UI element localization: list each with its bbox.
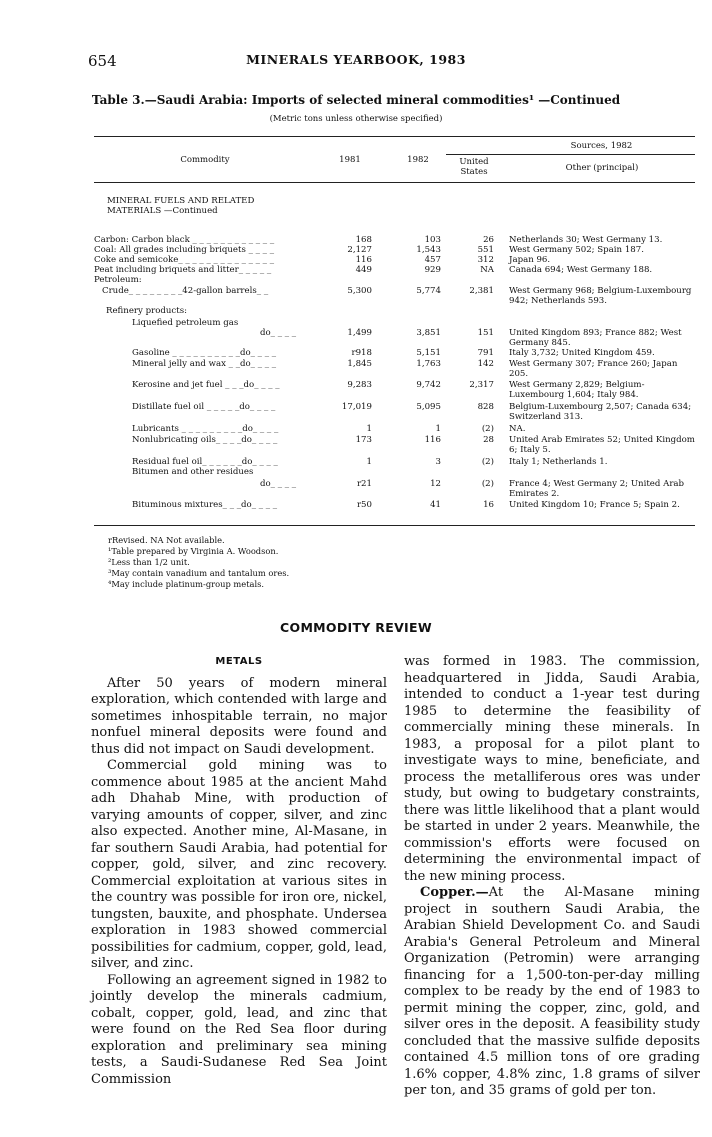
value-1981-cell: 173 [355, 435, 372, 445]
col-header-1981: 1981 [339, 155, 361, 165]
value-1981-cell: r50 [356, 500, 372, 510]
other-sources-cell: France 4; West Germany 2; United Arab Emirates 2. [509, 479, 685, 499]
col-header-sources: Sources, 1982 [570, 141, 633, 151]
footnote: ¹Table prepared by Virginia A. Woodson. [108, 546, 279, 556]
other-sources-cell: United Arab Emirates 52; United Kingdom 6; Italy 5. [509, 435, 695, 455]
value-1981-cell: r918 [351, 348, 372, 358]
other-sources-cell: Netherlands 30; West Germany 13. [509, 235, 663, 245]
value-1982-cell: 116 [424, 435, 441, 445]
right-column [404, 654, 700, 1100]
united-states-cell: 2,381 [469, 286, 494, 296]
footnote: rRevised. NA Not available. [108, 535, 225, 545]
commodity-cell: Coke and semicoke_ _ _ _ _ _ _ _ _ _ _ _ _ _ [94, 255, 275, 265]
paragraph: Commercial gold mining was to commence about 1985 at the ancient Mahd adh Dhahab Mine, with production of varying amounts of copper, silver, and zinc also expected. Another mine, Al-Masane, in far southern Saudi Arabia, had potential for copper, gold, silver, and zinc recovery. Commercial exploitation at various sites in the country was possible for iron ore, nickel, tungsten, bauxite, and phosphate. Undersea exploration in 1983 showed commercial possibilities for cadmium, copper, gold, lead, silver, and zinc. [91, 758, 387, 971]
value-1981-cell: 1,499 [347, 328, 372, 338]
united-states-cell: NA [480, 265, 494, 275]
united-states-cell: 151 [477, 328, 494, 338]
running-title: MINERALS YEARBOOK, 1983 [246, 52, 466, 67]
table-subtitle: (Metric tons unless otherwise specified) [269, 114, 443, 124]
commodity-cell: Refinery products: [106, 306, 187, 316]
copper-text: At the Al-Masane mining project in southern Saudi Arabia, the Arabian Shield Development Co. and Saudi Arabia's General Petroleum and Mineral Organization (Petromin) were arranging financing for a 1,500-ton-per-day milling complex to be ready by the end of 1983 to permit mining the copper, zinc, gold, and silver ores in the deposit. A feasibility study concluded that the massive sulfide deposits contained 4.5 million tons of ore grading 1.6% copper, 4.8% zinc, 1.8 grams of silver per ton, and 35 grams of gold per ton. [404, 885, 700, 1098]
col-header-1982: 1982 [407, 155, 429, 165]
section-title: COMMODITY REVIEW [280, 620, 432, 635]
other-sources-cell: West Germany 2,829; Belgium-Luxembourg 1,604; Italy 984. [509, 380, 645, 400]
paragraph: was formed in 1983. The commission, headquartered in Jidda, Saudi Arabia, intended to conduct a 1-year test during 1985 to determine the feasibility of commercially mining these minerals. In 1983, a proposal for a pilot plant to investigate ways to mine, beneficiate, and process the metalliferous ores was under study, but owing to budgetary constraints, there was little likelihood that a plant would be started in under 2 years. Meanwhile, the commission's efforts were focused on determining the environmental impact of the new mining process. [404, 654, 700, 884]
commodity-cell: Carbon: Carbon black _ _ _ _ _ _ _ _ _ _ _ _ [94, 235, 275, 245]
value-1981-cell: 17,019 [341, 402, 372, 412]
col-header-united-states: United States [459, 157, 489, 177]
other-sources-cell: West Germany 968; Belgium-Luxembourg 942; Netherlands 593. [509, 286, 692, 306]
commodity-cell: Gasoline _ _ _ _ _ _ _ _ _ _do_ _ _ _ [132, 348, 277, 358]
value-1981-cell: 2,127 [347, 245, 372, 255]
section-heading: MINERAL FUELS AND RELATED MATERIALS —Continued [107, 196, 255, 216]
table-title: Table 3.—Saudi Arabia: Imports of selected mineral commodities¹ —Continued [91, 93, 621, 107]
value-1982-cell: 12 [430, 479, 441, 489]
value-1982-cell: 1,763 [416, 359, 441, 369]
commodity-cell: Peat including briquets and litter_ _ _ _ _ [94, 265, 272, 275]
value-1981-cell: r21 [356, 479, 372, 489]
table-top-rule [94, 136, 695, 137]
united-states-cell: (2) [481, 457, 494, 467]
value-1982-cell: 1 [435, 424, 441, 434]
value-1982-cell: 5,774 [416, 286, 441, 296]
value-1982-cell: 3 [435, 457, 441, 467]
other-sources-cell: Belgium-Luxembourg 2,507; Canada 634; Switzerland 313. [509, 402, 692, 422]
col-header-commodity: Commodity [180, 155, 230, 165]
value-1981-cell: 1 [366, 457, 372, 467]
table-bottom-rule [94, 525, 695, 526]
united-states-cell: 791 [477, 348, 494, 358]
paragraph: Following an agreement signed in 1982 to jointly develop the minerals cadmium, cobalt, copper, gold, lead, and zinc that were found on the Red Sea floor during exploration and preliminary sea mining tests, a Saudi-Sudanese Red Sea Joint Commission [91, 972, 387, 1087]
united-states-cell: 28 [483, 435, 494, 445]
commodity-cell: do_ _ _ _ [260, 328, 297, 338]
value-1982-cell: 3,851 [416, 328, 441, 338]
other-sources-cell: Japan 96. [509, 255, 551, 265]
commodity-cell: Petroleum: [94, 275, 142, 285]
value-1981-cell: 116 [355, 255, 372, 265]
commodity-cell: Distillate fuel oil _ _ _ _ _do_ _ _ _ [132, 402, 276, 412]
united-states-cell: (2) [481, 479, 494, 489]
united-states-cell: 2,317 [469, 380, 494, 390]
united-states-cell: 828 [477, 402, 494, 412]
united-states-cell: 142 [477, 359, 494, 369]
commodity-cell: Kerosine and jet fuel _ _ _do_ _ _ _ [132, 380, 280, 390]
commodity-cell: Residual fuel oil_ _ _ _ _ _do_ _ _ _ [132, 457, 278, 467]
copper-paragraph [404, 885, 700, 1100]
header-bottom-rule [94, 182, 695, 183]
commodity-cell: Lubricants _ _ _ _ _ _ _ _ _do_ _ _ _ [132, 424, 279, 434]
value-1982-cell: 5,095 [416, 402, 441, 412]
commodity-cell: Bitumen and other residues [132, 467, 254, 477]
other-sources-cell: United Kingdom 10; France 5; Spain 2. [509, 500, 680, 510]
commodity-cell: do_ _ _ _ [260, 479, 297, 489]
value-1981-cell: 5,300 [347, 286, 372, 296]
commodity-cell: Mineral jelly and wax _ _do_ _ _ _ [132, 359, 277, 369]
united-states-cell: (2) [481, 424, 494, 434]
footnote: ²Less than 1/2 unit. [108, 557, 190, 567]
other-sources-cell: West Germany 307; France 260; Japan 205. [509, 359, 678, 379]
value-1982-cell: 9,742 [416, 380, 441, 390]
commodity-cell: Bituminous mixtures_ _ _do_ _ _ _ [132, 500, 278, 510]
commodity-cell: Coal: All grades including briquets _ _ _ _ [94, 245, 274, 255]
copper-lead: Copper.— [420, 885, 489, 900]
col-header-other: Other (principal) [565, 163, 639, 173]
commodity-cell: Crude_ _ _ _ _ _ _ _42-gallon barrels_ _ [102, 286, 269, 296]
value-1981-cell: 1,845 [347, 359, 372, 369]
value-1981-cell: 9,283 [347, 380, 372, 390]
united-states-cell: 26 [483, 235, 494, 245]
footnote: ³May contain vanadium and tantalum ores. [108, 568, 290, 578]
value-1982-cell: 103 [424, 235, 441, 245]
sources-rule [446, 154, 695, 155]
metals-heading: METALS [215, 656, 263, 667]
value-1981-cell: 449 [355, 265, 372, 275]
commodity-cell: Liquefied petroleum gas [132, 318, 239, 328]
value-1982-cell: 1,543 [416, 245, 441, 255]
other-sources-cell: Italy 1; Netherlands 1. [509, 457, 608, 467]
other-sources-cell: Canada 694; West Germany 188. [509, 265, 653, 275]
footnote: ⁴May include platinum-group metals. [108, 579, 265, 589]
value-1981-cell: 168 [355, 235, 372, 245]
value-1981-cell: 1 [366, 424, 372, 434]
commodity-cell: Nonlubricating oils_ _ _ _do_ _ _ _ [132, 435, 278, 445]
page-number: 654 [88, 52, 117, 70]
paragraph: After 50 years of modern mineral exploration, which contended with large and sometimes inhospitable terrain, no major nonfuel mineral deposits were found and thus did not impact on Saudi development. [91, 675, 387, 757]
other-sources-cell: Italy 3,732; United Kingdom 459. [509, 348, 655, 358]
other-sources-cell: United Kingdom 893; France 882; West Germany 845. [509, 328, 682, 348]
value-1982-cell: 5,151 [416, 348, 441, 358]
value-1982-cell: 457 [424, 255, 441, 265]
united-states-cell: 16 [483, 500, 494, 510]
other-sources-cell: West Germany 502; Spain 187. [509, 245, 644, 255]
united-states-cell: 551 [477, 245, 494, 255]
other-sources-cell: NA. [509, 424, 526, 434]
left-column [91, 654, 387, 1088]
united-states-cell: 312 [477, 255, 494, 265]
value-1982-cell: 929 [424, 265, 441, 275]
value-1982-cell: 41 [430, 500, 441, 510]
